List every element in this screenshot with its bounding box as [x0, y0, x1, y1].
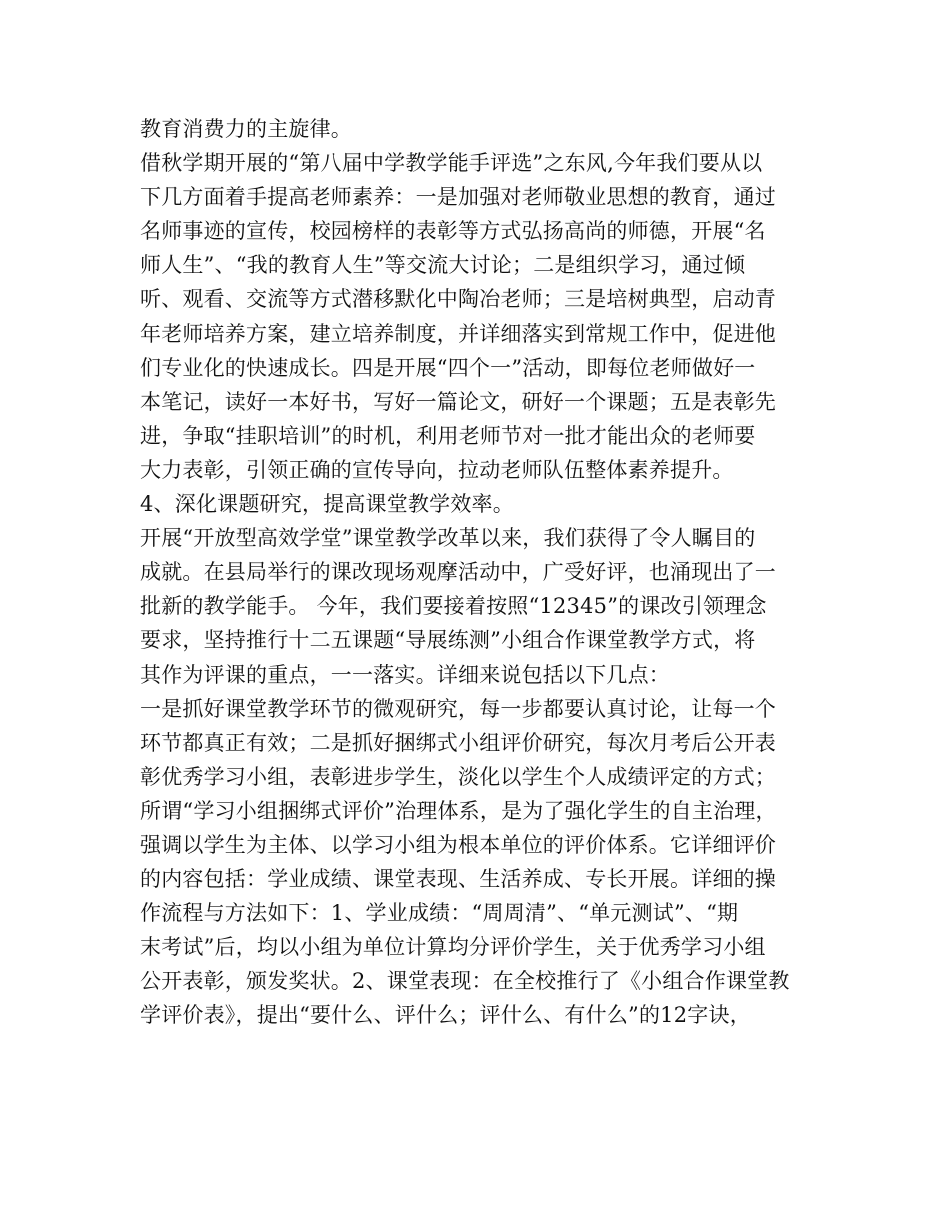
text-line: 名师事迹的宣传，校园榜样的表彰等方式弘扬高尚的师德，开展“名 — [140, 219, 766, 244]
text-line: 借秋学期开展的“第八届中学教学能手评选”之东风,今年我们要从以 — [140, 151, 763, 176]
text-line: 本笔记，读好一本好书，写好一篇论文，研好一个课题；五是表彰先 — [140, 389, 776, 414]
text-line: 年老师培养方案，建立培养制度，并详细落实到常规工作中，促进他 — [140, 321, 776, 346]
text-line: 末考试”后，均以小组为单位计算均分评价学生，关于优秀学习小组 — [140, 935, 766, 960]
text-line: 成就。在县局举行的课改现场观摩活动中，广受好评，也涌现出了一 — [140, 560, 776, 585]
text-line: 一是抓好课堂教学环节的微观研究，每一步都要认真讨论，让每一个 — [140, 696, 776, 721]
text-line: 要求，坚持推行十二五课题“导展练测”小组合作课堂教学方式，将 — [140, 628, 756, 653]
text-line: 批新的教学能手。 今年，我们要接着按照“12345”的课改引领理念 — [140, 594, 767, 619]
text-line: 彰优秀学习小组，表彰进步学生，淡化以学生个人成绩评定的方式； — [140, 764, 776, 789]
text-line: 教育消费力的主旋律。 — [140, 117, 352, 141]
text-line: 大力表彰，引领正确的宣传导向，拉动老师队伍整体素养提升。 — [140, 457, 734, 482]
text-line: 强调以学生为主体、以学习小组为根本单位的评价体系。它详细评价 — [140, 832, 776, 857]
text-line: 公开表彰，颁发奖状。2、课堂表现：在全校推行了《小组合作课堂教 — [140, 969, 790, 994]
text-line: 学评价表》，提出“要什么、评什么；评什么、有什么”的12字诀， — [140, 1003, 751, 1028]
section-heading: 4、深化课题研究，提高课堂教学效率。 — [140, 492, 514, 517]
text-line: 其作为评课的重点，一一落实。详细来说包括以下几点： — [140, 662, 670, 687]
text-line: 开展“开放型高效学堂”课堂教学改革以来，我们获得了令人瞩目的 — [140, 526, 756, 551]
body-text — [140, 112, 820, 1033]
text-line: 师人生”、“我的教育人生”等交流大讨论；二是组织学习，通过倾 — [140, 253, 746, 278]
text-line: 听、观看、交流等方式潜移默化中陶冶老师；三是培树典型，启动青 — [140, 287, 776, 312]
text-line: 下几方面着手提高老师素养：一是加强对老师敬业思想的教育，通过 — [140, 185, 776, 210]
text-line: 所谓“学习小组捆绑式评价”治理体系，是为了强化学生的自主治理， — [140, 798, 777, 823]
text-line: 进，争取“挂职培训”的时机，利用老师节对一批才能出众的老师要 — [140, 423, 756, 448]
text-line: 环节都真正有效；二是抓好捆绑式小组评价研究，每次月考后公开表 — [140, 730, 776, 755]
text-line: 的内容包括：学业成绩、课堂表现、生活养成、专长开展。详细的操 — [140, 867, 776, 892]
text-line: 作流程与方法如下：1、学业成绩：“周周清”、“单元测试”、“期 — [140, 901, 739, 926]
text-line: 们专业化的快速成长。四是开展“四个一”活动，即每位老师做好一 — [140, 355, 756, 380]
